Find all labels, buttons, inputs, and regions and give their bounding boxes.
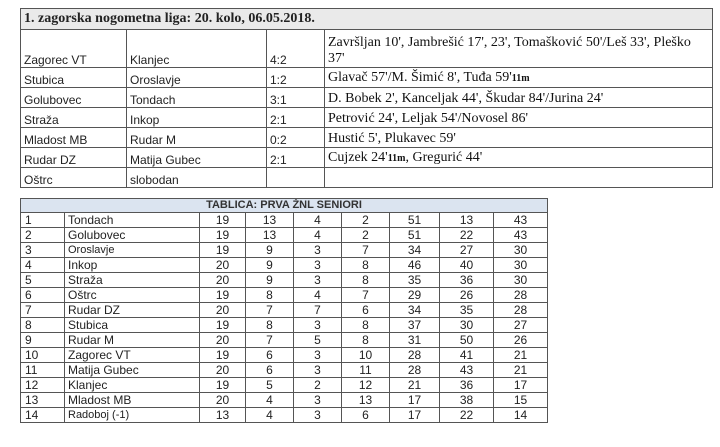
standings-goals-for: 51 [390,213,440,228]
standings-row [21,393,548,408]
standings-losses: 8 [342,273,390,288]
standings-played: 19 [200,243,246,258]
match-scorers [325,148,713,168]
standings-position: 14 [21,408,65,423]
standings-team: Straža [65,273,200,288]
standings-points: 43 [494,213,548,228]
standings-points: 30 [494,273,548,288]
match-score: 1:2 [267,68,325,88]
standings-draws: 3 [294,258,342,273]
standings-position: 7 [21,303,65,318]
standings-wins: 6 [246,363,294,378]
standings-team: Klanjec [65,378,200,393]
standings-losses: 2 [342,213,390,228]
standings-team: Matija Gubec [65,363,200,378]
match-scorers [325,68,713,88]
standings-played: 19 [200,348,246,363]
match-row [21,30,713,68]
standings-draws: 7 [294,303,342,318]
standings-wins: 8 [246,318,294,333]
match-score: 2:1 [267,108,325,128]
standings-goals-for: 28 [390,363,440,378]
match-score: 4:2 [267,30,325,68]
standings-goals-against: 41 [440,348,494,363]
standings-position: 13 [21,393,65,408]
standings-draws: 4 [294,228,342,243]
standings-points: 15 [494,393,548,408]
standings-wins: 9 [246,273,294,288]
standings-draws: 3 [294,348,342,363]
match-away-team: Inkop [127,108,267,128]
standings-team: Oroslavje [65,243,200,258]
standings-position: 5 [21,273,65,288]
standings-goals-against: 13 [440,213,494,228]
standings-row [21,258,548,273]
standings-points: 21 [494,363,548,378]
standings-goals-against: 36 [440,273,494,288]
standings-goals-for: 31 [390,333,440,348]
standings-position: 4 [21,258,65,273]
standings-row [21,333,548,348]
standings-goals-against: 22 [440,228,494,243]
standings-title: TABLICA: PRVA ŽNL SENIORI [21,199,548,213]
match-away-team: Tondach [127,88,267,108]
standings-goals-against: 40 [440,258,494,273]
standings-played: 19 [200,318,246,333]
standings-team: Mladost MB [65,393,200,408]
standings-played: 20 [200,333,246,348]
match-row [21,108,713,128]
standings-goals-for: 17 [390,408,440,423]
standings-team: Zagorec VT [65,348,200,363]
standings-position: 12 [21,378,65,393]
standings-draws: 4 [294,288,342,303]
match-scorers [325,168,713,188]
standings-played: 20 [200,303,246,318]
results-title: 1. zagorska nogometna liga: 20. kolo, 06.05.2018. [21,9,713,30]
match-row [21,128,713,148]
standings-goals-against: 38 [440,393,494,408]
standings-wins: 5 [246,378,294,393]
match-home-team: Mladost MB [21,128,127,148]
standings-team: Rudar DZ [65,303,200,318]
standings-row [21,228,548,243]
penalty-marker: 11m [511,73,530,84]
standings-position: 8 [21,318,65,333]
scorers-text: Petrović 24', Leljak 54'/Novosel 86' [328,111,529,126]
standings-points: 28 [494,303,548,318]
standings-position: 2 [21,228,65,243]
standings-losses: 6 [342,303,390,318]
standings-draws: 3 [294,408,342,423]
match-scorers [325,108,713,128]
scorers-text: Hustić 5', Plukavec 59' [328,131,456,146]
standings-goals-for: 51 [390,228,440,243]
standings-goals-against: 43 [440,363,494,378]
standings-points: 27 [494,318,548,333]
results-table [20,8,713,188]
match-away-team: Oroslavje [127,68,267,88]
standings-draws: 5 [294,333,342,348]
standings-row [21,408,548,423]
standings-points: 43 [494,228,548,243]
match-away-team: Matija Gubec [127,148,267,168]
standings-goals-for: 28 [390,348,440,363]
scorers-text: Cujzek 24' [328,150,388,165]
scorers-text: , Gregurić 44' [405,150,483,165]
standings-played: 19 [200,378,246,393]
standings-wins: 6 [246,348,294,363]
standings-wins: 7 [246,333,294,348]
standings-points: 21 [494,348,548,363]
standings-wins: 8 [246,288,294,303]
standings-points: 17 [494,378,548,393]
match-row [21,168,713,188]
standings-draws: 3 [294,318,342,333]
standings-goals-against: 50 [440,333,494,348]
standings-points: 30 [494,258,548,273]
standings-wins: 9 [246,243,294,258]
standings-draws: 3 [294,243,342,258]
match-home-team: Zagorec VT [21,30,127,68]
standings-played: 13 [200,408,246,423]
match-score [267,168,325,188]
standings-losses: 7 [342,288,390,303]
standings-losses: 2 [342,228,390,243]
standings-row [21,303,548,318]
match-scorers [325,128,713,148]
standings-losses: 6 [342,408,390,423]
standings-goals-for: 37 [390,318,440,333]
standings-row [21,363,548,378]
standings-team: Inkop [65,258,200,273]
standings-draws: 2 [294,378,342,393]
standings-position: 9 [21,333,65,348]
match-score: 3:1 [267,88,325,108]
standings-team: Golubovec [65,228,200,243]
standings-row [21,213,548,228]
standings-points: 30 [494,243,548,258]
standings-played: 19 [200,288,246,303]
standings-goals-against: 35 [440,303,494,318]
standings-row [21,378,548,393]
standings-losses: 10 [342,348,390,363]
standings-wins: 13 [246,228,294,243]
standings-draws: 3 [294,273,342,288]
standings-losses: 13 [342,393,390,408]
standings-goals-against: 27 [440,243,494,258]
standings-goals-against: 22 [440,408,494,423]
standings-wins: 9 [246,258,294,273]
standings-played: 19 [200,213,246,228]
standings-played: 20 [200,273,246,288]
standings-losses: 11 [342,363,390,378]
standings-losses: 8 [342,318,390,333]
standings-wins: 7 [246,303,294,318]
standings-losses: 8 [342,333,390,348]
standings-row [21,273,548,288]
match-away-team: Klanjec [127,30,267,68]
standings-position: 11 [21,363,65,378]
standings-goals-for: 17 [390,393,440,408]
standings-played: 20 [200,363,246,378]
standings-goals-against: 36 [440,378,494,393]
standings-row [21,348,548,363]
standings-goals-for: 21 [390,378,440,393]
standings-goals-for: 29 [390,288,440,303]
standings-draws: 3 [294,393,342,408]
match-home-team: Straža [21,108,127,128]
standings-table [20,198,548,423]
standings-team: Rudar M [65,333,200,348]
standings-points: 28 [494,288,548,303]
standings-losses: 12 [342,378,390,393]
standings-wins: 13 [246,213,294,228]
standings-row [21,318,548,333]
standings-team: Radoboj (-1) [65,408,200,423]
standings-goals-for: 34 [390,243,440,258]
match-home-team: Oštrc [21,168,127,188]
scorers-text: Završljan 10', Jambrešić 17', 23', Tomašković 50'/Leš 33', Pleško 37' [328,35,691,66]
standings-goals-for: 46 [390,258,440,273]
standings-goals-against: 30 [440,318,494,333]
match-away-team: Rudar M [127,128,267,148]
standings-team: Tondach [65,213,200,228]
standings-draws: 4 [294,213,342,228]
penalty-marker: 11m [387,153,406,164]
standings-position: 10 [21,348,65,363]
standings-goals-for: 35 [390,273,440,288]
match-score: 0:2 [267,128,325,148]
standings-position: 3 [21,243,65,258]
standings-team: Oštrc [65,288,200,303]
standings-points: 14 [494,408,548,423]
standings-points: 26 [494,333,548,348]
standings-draws: 3 [294,363,342,378]
match-row [21,88,713,108]
standings-row [21,243,548,258]
standings-team: Stubica [65,318,200,333]
standings-wins: 4 [246,408,294,423]
standings-row [21,288,548,303]
match-home-team: Golubovec [21,88,127,108]
match-scorers [325,88,713,108]
standings-played: 20 [200,393,246,408]
standings-position: 6 [21,288,65,303]
standings-losses: 7 [342,243,390,258]
match-home-team: Stubica [21,68,127,88]
standings-wins: 4 [246,393,294,408]
match-row [21,68,713,88]
match-away-team: slobodan [127,168,267,188]
standings-played: 20 [200,258,246,273]
standings-played: 19 [200,228,246,243]
standings-goals-for: 34 [390,303,440,318]
match-home-team: Rudar DZ [21,148,127,168]
standings-goals-against: 26 [440,288,494,303]
scorers-text: D. Bobek 2', Kanceljak 44', Škudar 84'/Jurina 24' [328,91,604,106]
standings-losses: 8 [342,258,390,273]
match-row [21,148,713,168]
match-score: 2:1 [267,148,325,168]
scorers-text: Glavač 57'/M. Šimić 8', Tuđa 59' [328,70,512,85]
standings-position: 1 [21,213,65,228]
match-scorers [325,30,713,68]
